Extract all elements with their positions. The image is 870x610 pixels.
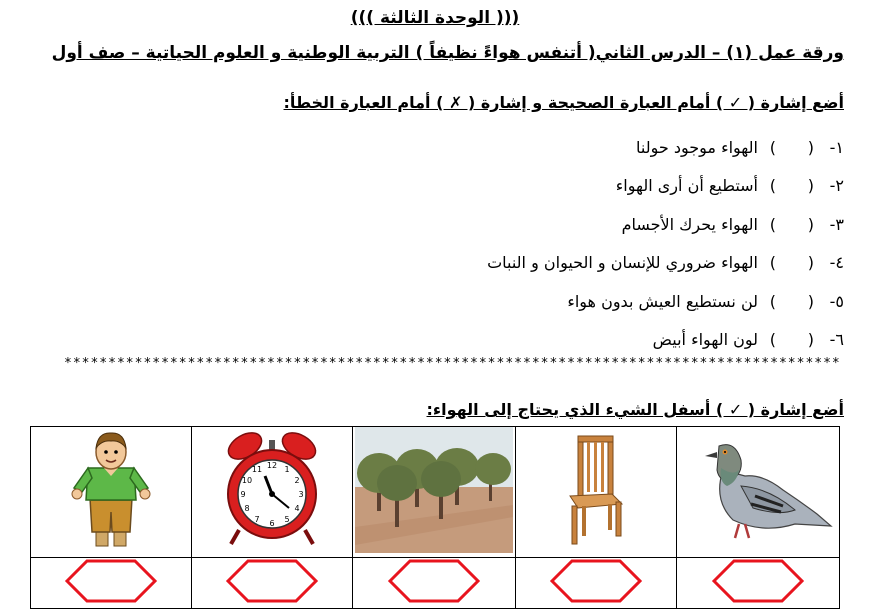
- picture-cell-alarm-clock: [191, 427, 353, 558]
- svg-text:4: 4: [294, 504, 300, 513]
- statement-item: [344, 128, 844, 167]
- statement-text: لون الهواء أبيض: [652, 330, 758, 350]
- pigeon-picture: [683, 430, 833, 550]
- svg-text:2: 2: [294, 476, 300, 485]
- separator-line: ****************************************************************************************: [64, 356, 841, 371]
- statement-list: [344, 128, 844, 359]
- answer-cell[interactable]: [516, 558, 677, 609]
- statement-item: [344, 321, 844, 360]
- answer-hexagon[interactable]: [226, 559, 318, 603]
- svg-text:11: 11: [252, 465, 263, 474]
- statement-item: [344, 244, 844, 283]
- worksheet-title: ورقة عمل (١) – الدرس الثاني( أتنفس هواءً نظيفاً ) التربية الوطنية و العلوم الحياتية – صف أول: [51, 43, 844, 63]
- answer-hexagon[interactable]: [712, 559, 804, 603]
- statement-number: ٤-: [829, 253, 844, 273]
- boy-picture: [66, 428, 156, 552]
- statement-number: ٢-: [829, 176, 844, 196]
- answer-paren-close: ): [769, 330, 776, 350]
- statement-text: الهواء موجود حولنا: [636, 137, 758, 157]
- svg-text:3: 3: [298, 490, 304, 499]
- answer-hexagon[interactable]: [65, 559, 157, 603]
- statement-text: أستطيع أن أرى الهواء: [615, 176, 758, 196]
- picture-cell-pigeon: [677, 427, 840, 558]
- answer-paren-open[interactable]: (: [807, 176, 814, 196]
- picture-cell-trees: [353, 427, 516, 558]
- section2-instruction: أضع إشارة ( ✓ ) أسفل الشيء الذي يحتاج إلى الهواء:: [426, 400, 844, 419]
- svg-text:6: 6: [269, 519, 275, 528]
- picture-cell-boy: [31, 427, 192, 558]
- answer-paren-open[interactable]: (: [807, 137, 814, 157]
- statement-text: الهواء يحرك الأجسام: [621, 214, 758, 234]
- svg-text:7: 7: [254, 515, 260, 524]
- answer-hexagon[interactable]: [388, 559, 480, 603]
- statement-number: ١-: [829, 137, 844, 157]
- statement-number: ٥-: [829, 291, 844, 311]
- answer-hexagon[interactable]: [550, 559, 642, 603]
- unit-title: ((( الوحدة الثالثة ))): [350, 8, 520, 28]
- svg-text:5: 5: [284, 515, 290, 524]
- svg-text:9: 9: [240, 490, 246, 499]
- statement-number: ٣-: [829, 214, 844, 234]
- answer-cell[interactable]: [353, 558, 516, 609]
- answer-paren-close: ): [769, 253, 776, 273]
- svg-text:10: 10: [242, 476, 253, 485]
- svg-text:8: 8: [244, 504, 250, 513]
- olive-trees-picture: [355, 427, 513, 553]
- answer-paren-open[interactable]: (: [807, 253, 814, 273]
- answer-paren-open[interactable]: (: [807, 330, 814, 350]
- statement-text: لن نستطيع العيش بدون هواء: [567, 291, 758, 311]
- section1-instruction: أضع إشارة ( ✓ ) أمام العبارة الصحيحة و إشارة ( ✗ ) أمام العبارة الخطأ:: [283, 93, 844, 112]
- alarm-clock-picture: [217, 430, 327, 550]
- answer-cell[interactable]: [677, 558, 840, 609]
- picture-table: [30, 426, 840, 609]
- answer-paren-close: ): [769, 176, 776, 196]
- answer-cell[interactable]: [31, 558, 192, 609]
- statement-item: [344, 282, 844, 321]
- answer-paren-open[interactable]: (: [807, 291, 814, 311]
- statement-item: [344, 167, 844, 206]
- statement-item: [344, 205, 844, 244]
- answer-paren-close: ): [769, 291, 776, 311]
- statement-text: الهواء ضروري للإنسان و الحيوان و النبات: [487, 253, 758, 273]
- answer-paren-open[interactable]: (: [807, 214, 814, 234]
- chair-picture: [556, 430, 636, 550]
- picture-cell-chair: [516, 427, 677, 558]
- svg-text:1: 1: [284, 465, 290, 474]
- answer-paren-close: ): [769, 214, 776, 234]
- svg-text:12: 12: [267, 461, 278, 470]
- statement-number: ٦-: [829, 330, 844, 350]
- answer-cell[interactable]: [191, 558, 353, 609]
- answer-paren-close: ): [769, 137, 776, 157]
